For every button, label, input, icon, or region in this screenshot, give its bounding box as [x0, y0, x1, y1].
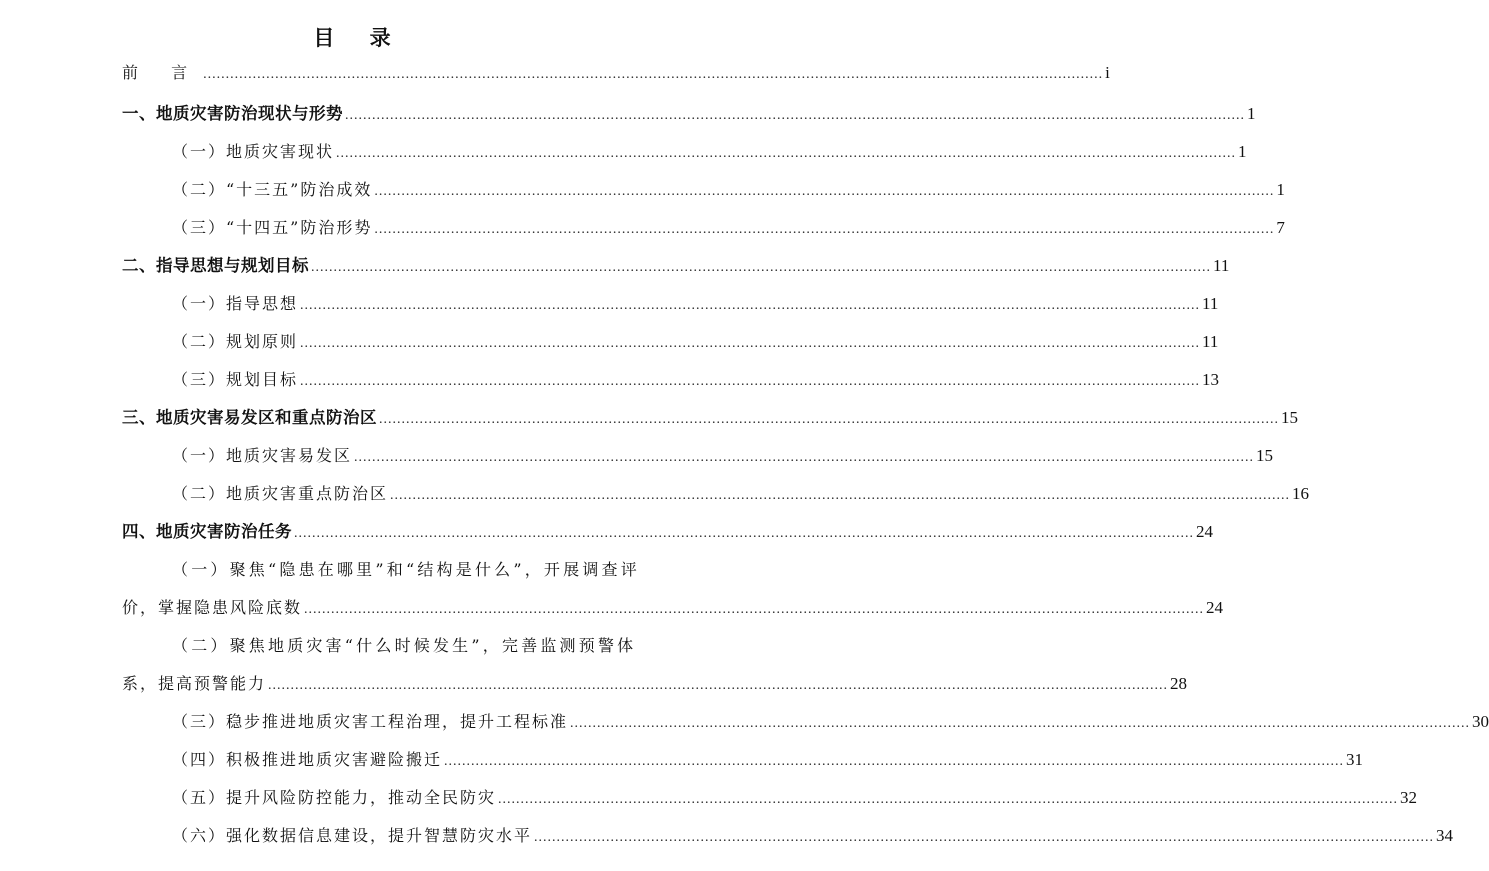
toc-title: 目 录 [313, 26, 405, 50]
toc-entry-label: 一、地质灾害防治现状与形势 [122, 104, 343, 123]
leader-dots: ........................................................................................................................................................................................................ [304, 602, 1205, 617]
toc-page-number: 11 [1202, 332, 1219, 351]
toc-entry-section-1-3[interactable] [172, 217, 1285, 241]
toc-page-number: 24 [1206, 598, 1224, 617]
toc-entry-section-4-4[interactable] [172, 749, 1364, 773]
toc-page-number: 24 [1196, 522, 1213, 541]
leader-dots: ........................................................................................................................................................................................................ [570, 716, 1471, 731]
toc-entry-label: 三、地质灾害易发区和重点防治区 [122, 408, 377, 427]
toc-entry-label: （二）地质灾害重点防治区 [172, 484, 389, 503]
toc-entry-section-2-2[interactable] [172, 331, 1219, 355]
toc-page-number: 11 [1202, 294, 1219, 313]
toc-page-number: 13 [1202, 370, 1220, 389]
toc-page-number: 34 [1436, 826, 1454, 845]
toc-entry-section-1[interactable] [122, 103, 1256, 127]
toc-page-number: 11 [1213, 256, 1230, 275]
toc-entry-section-4-1-line1[interactable]: （一）聚焦“隐患在哪里”和“结构是什么”，开展调查评 [172, 560, 640, 579]
leader-dots: ........................................................................................................................................................................................................ [203, 67, 1104, 82]
toc-page-number: 7 [1276, 218, 1285, 237]
toc-entry-label: （三）“十四五”防治形势 [172, 218, 373, 237]
toc-entry-section-3-1[interactable] [172, 445, 1274, 469]
toc-entry-preface[interactable] [122, 62, 1110, 86]
toc-page-number: 30 [1472, 712, 1489, 731]
toc-entry-section-4-1[interactable] [122, 597, 1224, 621]
toc-entry-label: （二）“十三五”防治成效 [172, 180, 373, 199]
toc-entry-section-4-2-line1[interactable]: （二）聚焦地质灾害“什么时候发生”，完善监测预警体 [172, 636, 637, 655]
leader-dots: ........................................................................................................................................................................................................ [268, 678, 1169, 693]
leader-dots: ........................................................................................................................................................................................................ [444, 754, 1345, 769]
leader-dots: ........................................................................................................................................................................................................ [534, 830, 1435, 845]
toc-entry-section-3[interactable] [122, 407, 1298, 431]
toc-page-number: 16 [1292, 484, 1310, 503]
toc-entry-section-4-3[interactable] [172, 711, 1489, 735]
toc-entry-section-4-5[interactable] [172, 787, 1418, 811]
toc-entry-label: （三）规划目标 [172, 370, 299, 389]
toc-entry-label: 价，掌握隐患风险底数 [122, 598, 303, 617]
toc-page-number: 1 [1247, 104, 1256, 123]
leader-dots: ........................................................................................................................................................................................................ [300, 298, 1201, 313]
leader-dots: ........................................................................................................................................................................................................ [374, 184, 1275, 199]
toc-page-number: i [1105, 63, 1110, 82]
toc-entry-label: （一）地质灾害现状 [172, 142, 335, 161]
leader-dots: ........................................................................................................................................................................................................ [300, 374, 1201, 389]
toc-entry-section-2-3[interactable] [172, 369, 1220, 393]
toc-entry-section-4[interactable] [122, 521, 1213, 545]
toc-page-number: 1 [1238, 142, 1247, 161]
toc-entry-label: （一）地质灾害易发区 [172, 446, 353, 465]
toc-page-number: 32 [1400, 788, 1418, 807]
toc-page-number: 1 [1276, 180, 1285, 199]
toc-entry-section-1-1[interactable] [172, 141, 1247, 165]
leader-dots: ........................................................................................................................................................................................................ [300, 336, 1201, 351]
leader-dots: ........................................................................................................................................................................................................ [345, 108, 1245, 123]
toc-entry-label: 前 言 [122, 63, 202, 82]
leader-dots: ........................................................................................................................................................................................................ [294, 526, 1194, 541]
toc-entry-section-4-2[interactable] [122, 673, 1188, 697]
toc-entry-label: 二、指导思想与规划目标 [122, 256, 309, 275]
leader-dots: ........................................................................................................................................................................................................ [390, 488, 1291, 503]
toc-entry-label: （二）规划原则 [172, 332, 299, 351]
toc-entry-section-1-2[interactable] [172, 179, 1285, 203]
toc-page-number: 28 [1170, 674, 1188, 693]
leader-dots: ........................................................................................................................................................................................................ [498, 792, 1399, 807]
toc-entry-section-2[interactable] [122, 255, 1230, 279]
toc-entry-section-2-1[interactable] [172, 293, 1219, 317]
leader-dots: ........................................................................................................................................................................................................ [374, 222, 1275, 237]
toc-page-number: 15 [1281, 408, 1298, 427]
toc-entry-label: （四）积极推进地质灾害避险搬迁 [172, 750, 443, 769]
toc-entry-label: （三）稳步推进地质灾害工程治理，提升工程标准 [172, 712, 569, 731]
leader-dots: ........................................................................................................................................................................................................ [336, 146, 1237, 161]
toc-entry-section-4-6[interactable] [172, 825, 1454, 849]
toc-entry-label: （一）指导思想 [172, 294, 299, 313]
toc-entry-section-3-2[interactable] [172, 483, 1310, 507]
leader-dots: ........................................................................................................................................................................................................ [379, 412, 1279, 427]
toc-entry-label: （五）提升风险防控能力，推动全民防灾 [172, 788, 497, 807]
toc-page-number: 31 [1346, 750, 1364, 769]
toc-entry-label: 四、地质灾害防治任务 [122, 522, 292, 541]
toc-page-number: 15 [1256, 446, 1274, 465]
leader-dots: ........................................................................................................................................................................................................ [311, 260, 1211, 275]
toc-entry-label: （六）强化数据信息建设，提升智慧防灾水平 [172, 826, 533, 845]
toc-entry-label: 系，提高预警能力 [122, 674, 267, 693]
leader-dots: ........................................................................................................................................................................................................ [354, 450, 1255, 465]
